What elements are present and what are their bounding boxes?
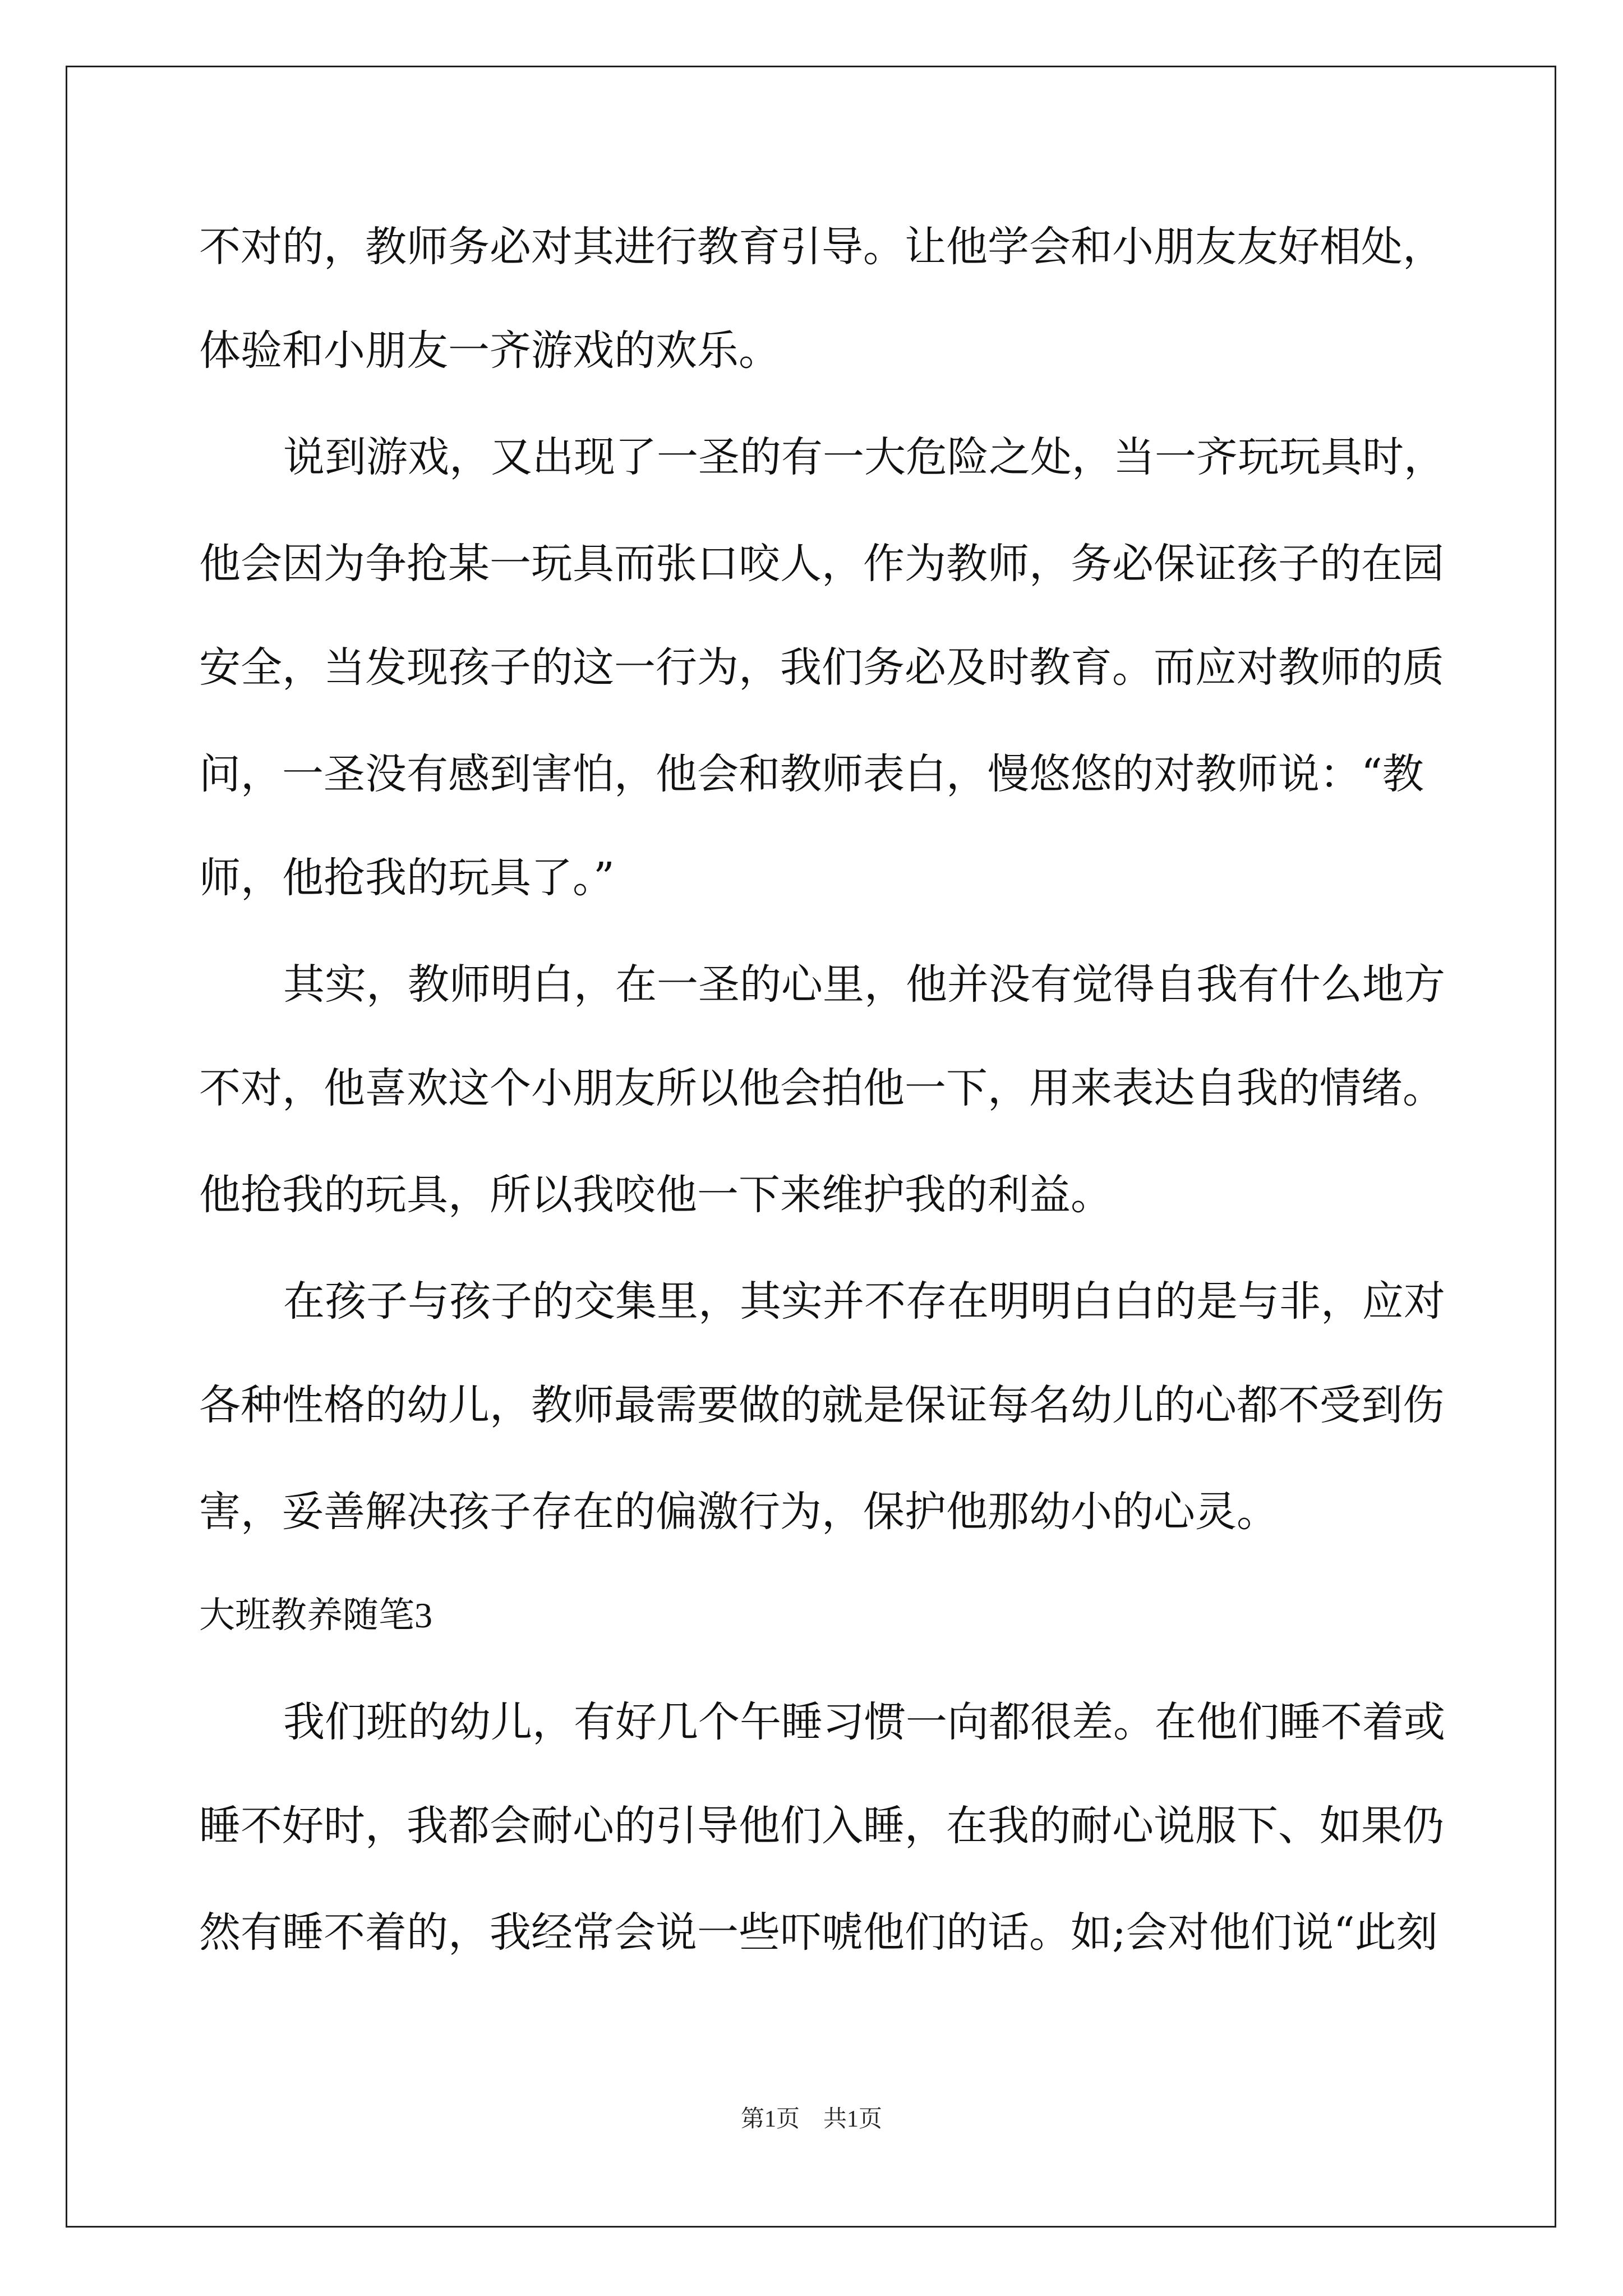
paragraph-line: 睡不好时，我都会耐心的引导他们入睡，在我的耐心说服下、如果仍 — [199, 1802, 1444, 1850]
paragraph-line: 他会因为争抢某一玩具而张口咬人，作为教师，务必保证孩子的在园 — [199, 540, 1444, 588]
paragraph-line: 我们班的幼儿，有好几个午睡习惯一向都很差。在他们睡不着或 — [283, 1698, 1445, 1746]
paragraph-line: 不对，他喜欢这个小朋友所以他会拍他一下，用来表达自我的情绪。 — [199, 1064, 1444, 1112]
paragraph-line: 在孩子与孩子的交集里，其实并不存在明明白白的是与非，应对 — [283, 1277, 1445, 1326]
paragraph-line: 问，一圣没有感到害怕，他会和教师表白，慢悠悠的对教师说：“教 — [199, 750, 1424, 798]
paragraph-line: 害，妥善解决孩子存在的偏激行为，保护他那幼小的心灵。 — [199, 1488, 1278, 1536]
paragraph-line: 然有睡不着的，我经常会说一些吓唬他们的话。如;会对他们说“此刻 — [199, 1908, 1438, 1957]
page-footer: 第1页 共1页 — [740, 2106, 882, 2132]
paragraph-line: 说到游戏，又出现了一圣的有一大危险之处，当一齐玩玩具时， — [283, 433, 1445, 481]
page-border — [66, 66, 1556, 2228]
paragraph-line: 体验和小朋友一齐游戏的欢乐。 — [199, 326, 780, 375]
paragraph-line: 师，他抢我的玩具了。” — [199, 854, 615, 902]
paragraph-line: 其实，教师明白，在一圣的心里，他并没有觉得自我有什么地方 — [283, 960, 1445, 1009]
paragraph-line: 各种性格的幼儿，教师最需要做的就是保证每名幼儿的心都不受到伤 — [199, 1381, 1444, 1429]
paragraph-line: 他抢我的玩具，所以我咬他一下来维护我的利益。 — [199, 1171, 1112, 1219]
paragraph-line: 不对的，教师务必对其进行教育引导。让他学会和小朋友友好相处， — [199, 223, 1444, 271]
paragraph-line: 安全，当发现孩子的这一行为，我们务必及时教育。而应对教师的质 — [199, 643, 1444, 692]
section-heading: 大班教养随笔3 — [199, 1595, 432, 1635]
